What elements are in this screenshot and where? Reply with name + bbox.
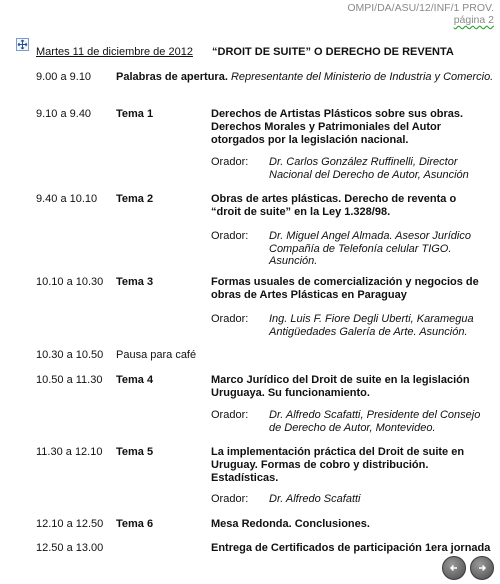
session-time: 10.50 a 11.30 xyxy=(36,374,103,386)
page-navigation xyxy=(442,556,494,580)
session-description: Formas usuales de comercialización y negocios de obras de Artes Plásticas en Paraguay xyxy=(211,276,479,301)
speaker-name: Dr. Alfredo Scafatti xyxy=(269,493,361,505)
session-topic: Tema 1 xyxy=(116,108,154,120)
session-time: 10.30 a 10.50 xyxy=(36,349,104,361)
speaker-name: Dr. Alfredo Scafatti, Presidente del Consejo de Derecho de Autor, Montevideo. xyxy=(269,409,481,434)
session-description: Marco Jurídico del Droit de suite en la legislación Uruguaya. Su funcionamiento. xyxy=(211,374,470,399)
session-time: 9.40 a 10.10 xyxy=(36,193,98,205)
opening-label: Palabras de apertura. xyxy=(116,71,228,83)
program-date: Martes 11 de diciembre de 2012 xyxy=(36,46,193,58)
speaker-name: Ing. Luis F. Fiore Degli Uberti, Karamegua Antigüedades Galería de Arte. Asunción. xyxy=(269,313,474,338)
session-time: 9.10 a 9.40 xyxy=(36,108,92,120)
next-arrow-icon xyxy=(476,562,488,574)
speaker-name: Dr. Miguel Angel Almada. Asesor Jurídico Compañía de Telefonía celular TIGO. Asunción. xyxy=(269,230,471,267)
previous-arrow-icon xyxy=(448,562,460,574)
opening-presenter: Representante del Ministerio de Industria y Comercio. xyxy=(227,71,494,83)
session-topic: Tema 5 xyxy=(116,446,154,458)
coffee-break-label: Pausa para café xyxy=(116,349,197,361)
speaker-label: Orador: xyxy=(211,156,249,168)
session-time: 12.10 a 12.50 xyxy=(36,518,104,530)
session-description: Entrega de Certificados de participación 1era jornada xyxy=(211,542,491,554)
table-move-handle-icon[interactable] xyxy=(16,38,29,51)
document-reference xyxy=(347,2,494,26)
session-description: Mesa Redonda. Conclusiones. xyxy=(211,518,370,530)
session-topic: Tema 2 xyxy=(116,193,154,205)
session-description: Derechos de Artistas Plásticos sobre sus obras. Derechos Morales y Patrimoniales del Autor otorgados por la legislación nacional. xyxy=(211,108,464,146)
next-page-button[interactable] xyxy=(470,556,494,580)
reference-code: OMPI/DA/ASU/12/INF/1 PROV. xyxy=(347,2,494,14)
session-description: La implementación práctica del Droit de suite en Uruguay. Formas de cobro y distribución. Estadísticas. xyxy=(211,446,465,484)
page-number: página 2 xyxy=(453,14,494,26)
session-time: 10.10 a 10.30 xyxy=(36,276,104,288)
session-topic: Tema 6 xyxy=(116,518,154,530)
session-time: 12.50 a 13.00 xyxy=(36,542,104,554)
session-topic: Tema 3 xyxy=(116,276,154,288)
speaker-label: Orador: xyxy=(211,409,249,421)
opening-text xyxy=(116,71,493,83)
session-time: 11.30 a 12.10 xyxy=(36,446,103,458)
speaker-label: Orador: xyxy=(211,230,249,242)
speaker-label: Orador: xyxy=(211,313,249,325)
program-date-line xyxy=(36,46,454,58)
speaker-name: Dr. Carlos González Ruffinelli, Director Nacional del Derecho de Autor, Asunción xyxy=(269,156,469,181)
speaker-label: Orador: xyxy=(211,493,249,505)
program-title: “DROIT DE SUITE” O DERECHO DE REVENTA xyxy=(212,46,454,58)
previous-page-button[interactable] xyxy=(442,556,466,580)
session-description: Obras de artes plásticas. Derecho de reventa o “droit de suite” en la Ley 1.328/98. xyxy=(211,193,457,218)
session-topic: Tema 4 xyxy=(116,374,154,386)
opening-time: 9.00 a 9.10 xyxy=(36,71,92,83)
